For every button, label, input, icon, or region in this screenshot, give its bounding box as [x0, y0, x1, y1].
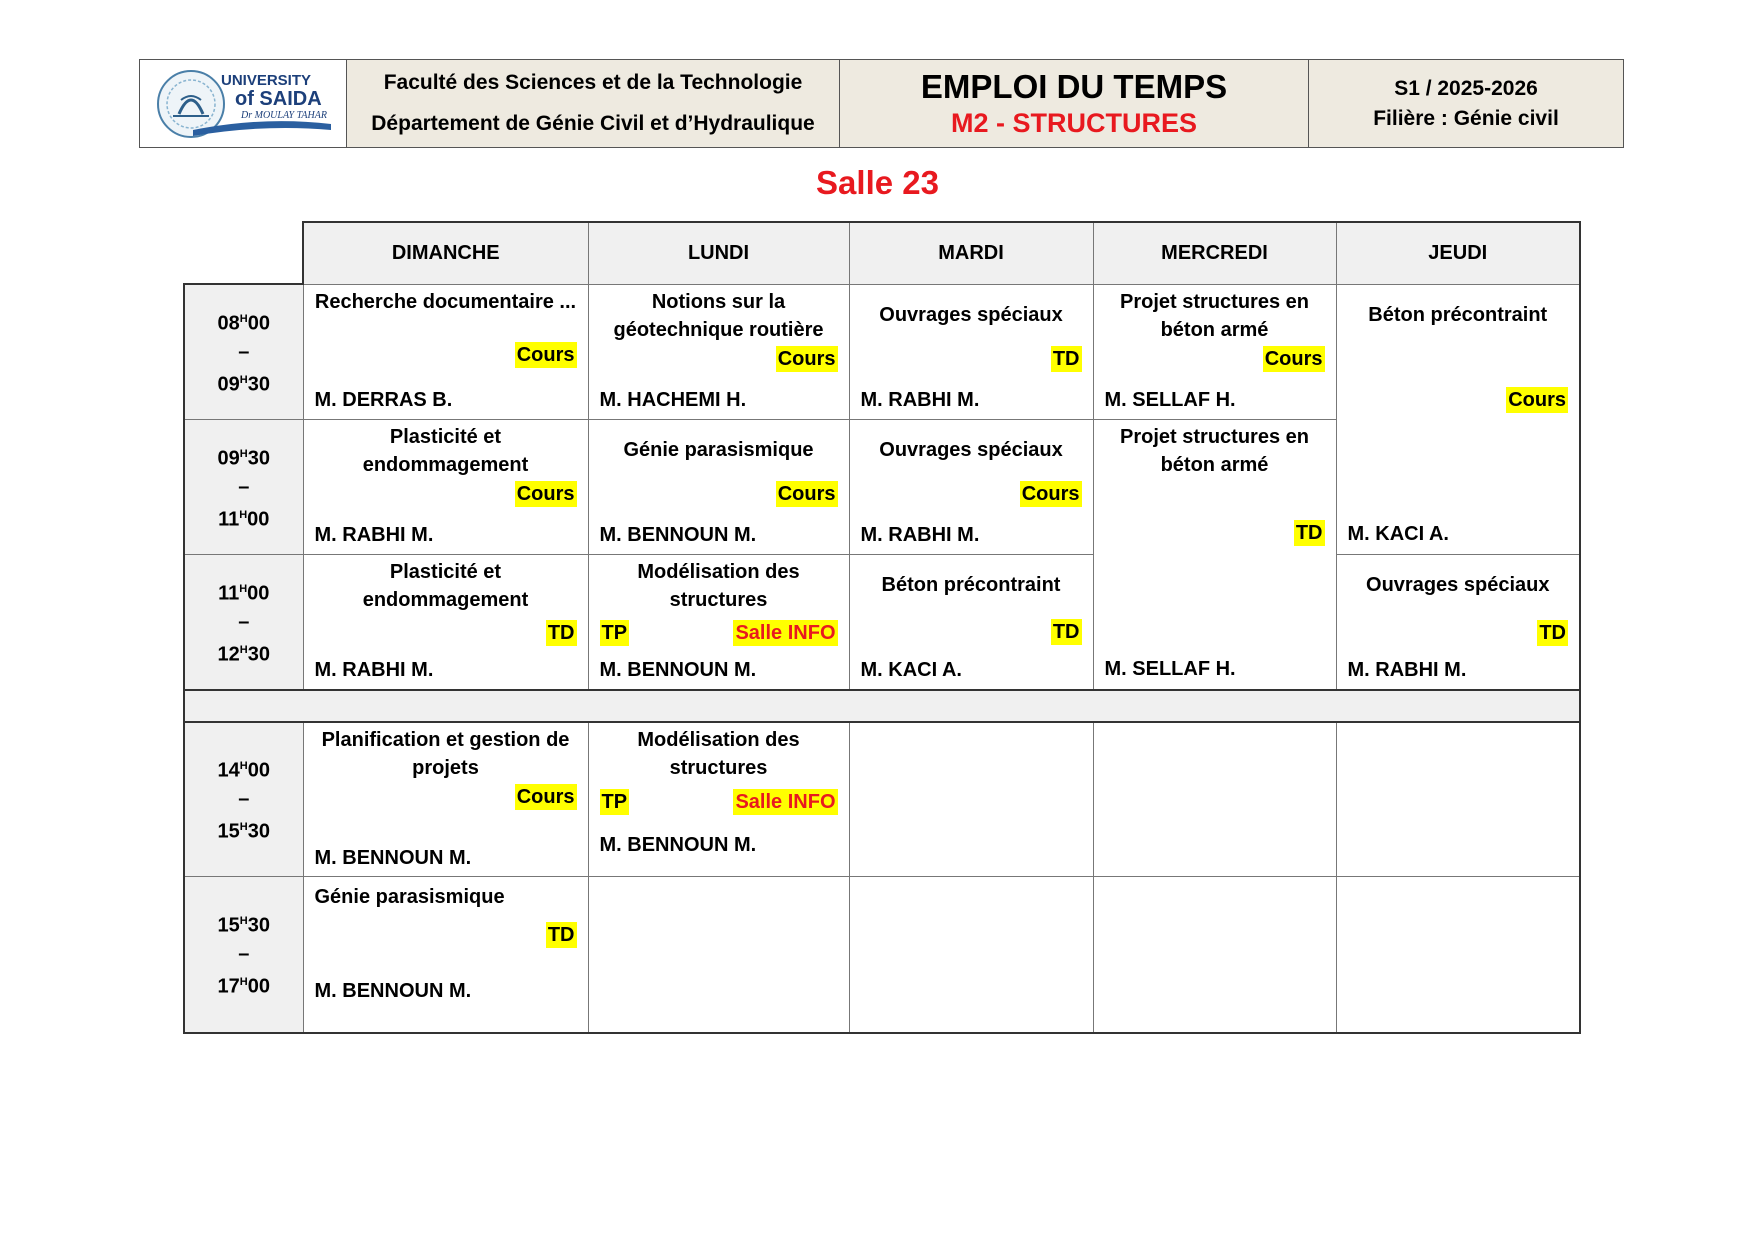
course-title: Notions sur la géotechnique routière: [613, 290, 824, 341]
session-type-badge: Cours: [516, 482, 575, 505]
empty-cell[interactable]: [849, 876, 1093, 1033]
teacher-name: M. BENNOUN M.: [314, 979, 472, 1002]
teacher-name: M. BENNOUN M.: [599, 658, 757, 681]
teacher-name: M. RABHI M.: [860, 388, 980, 411]
empty-cell[interactable]: [588, 876, 849, 1033]
room-badge: Salle INFO: [735, 621, 836, 644]
teacher-name: M. HACHEMI H.: [599, 388, 747, 411]
department-name: Département de Génie Civil et d’Hydraulique: [371, 112, 815, 135]
session-cell[interactable]: [1336, 554, 1580, 690]
session-type-badge: TD: [547, 923, 575, 946]
title-block: [840, 60, 1309, 147]
session-cell[interactable]: [303, 876, 588, 1033]
course-title: Ouvrages spéciaux: [1366, 573, 1550, 596]
course-title: Ouvrages spéciaux: [879, 303, 1063, 326]
session-type-badge: Cours: [1021, 482, 1080, 505]
session-type-badge: TP: [601, 790, 628, 813]
timetable: [183, 221, 1581, 1034]
session-cell[interactable]: [588, 722, 849, 877]
university-logo: [140, 60, 347, 147]
lunch-break-row: [184, 690, 1580, 722]
course-title: Planification et gestion de projets: [321, 728, 570, 779]
empty-cell[interactable]: [1093, 722, 1336, 877]
svg-text:UNIVERSITY: UNIVERSITY: [221, 71, 312, 89]
session-type-badge: Cours: [516, 343, 575, 366]
header-band: [139, 59, 1624, 148]
teacher-name: M. BENNOUN M.: [599, 833, 757, 856]
university-logo-icon: [153, 64, 333, 144]
course-title: Modélisation des structures: [637, 728, 800, 779]
teacher-name: M. RABHI M.: [314, 658, 434, 681]
program-subtitle: M2 - STRUCTURES: [950, 108, 1197, 138]
empty-cell[interactable]: [1093, 876, 1336, 1033]
teacher-name: M. RABHI M.: [314, 523, 434, 546]
session-cell[interactable]: [849, 284, 1093, 419]
teacher-name: M. DERRAS B.: [314, 388, 453, 411]
teacher-name: M. RABHI M.: [1347, 658, 1467, 681]
time-slot: $14^H00$ – $15^H30$: [184, 722, 303, 877]
slot-row: [184, 554, 1580, 690]
session-type-badge: Cours: [516, 785, 575, 808]
teacher-name: M. SELLAF H.: [1104, 388, 1236, 411]
course-title: Génie parasismique: [314, 885, 505, 908]
session-cell[interactable]: [1093, 419, 1336, 690]
teacher-name: M. RABHI M.: [860, 523, 980, 546]
time-slot: $08^H00$ – $09^H30$: [184, 284, 303, 419]
slot-row: [184, 284, 1580, 419]
day-header: MERCREDI: [1093, 222, 1336, 284]
time-slot: $15^H30$ – $17^H00$: [184, 876, 303, 1033]
session-type-badge: TD: [1539, 621, 1566, 644]
session-cell[interactable]: [588, 284, 849, 419]
course-title: Projet structures en béton armé: [1120, 425, 1309, 476]
page-title: EMPLOI DU TEMPS: [920, 68, 1228, 105]
semester-label: S1 / 2025-2026: [1394, 76, 1538, 100]
course-title: Génie parasismique: [623, 438, 814, 461]
day-header-row: [184, 222, 1580, 284]
empty-cell[interactable]: [1336, 876, 1580, 1033]
session-type-badge: TD: [1052, 347, 1080, 370]
day-header: JEUDI: [1336, 222, 1580, 284]
session-type-badge: Cours: [777, 482, 836, 505]
faculty-block: [347, 60, 840, 147]
session-cell[interactable]: [1093, 284, 1336, 419]
teacher-name: M. KACI A.: [860, 658, 962, 681]
session-type-badge: TP: [601, 621, 628, 644]
day-header: MARDI: [849, 222, 1093, 284]
corner-cell: [184, 222, 303, 284]
faculty-name: Faculté des Sciences et de la Technologie: [383, 71, 803, 94]
session-type-badge: TD: [1295, 521, 1323, 544]
slot-row: [184, 876, 1580, 1033]
teacher-name: M. BENNOUN M.: [314, 846, 472, 869]
course-title: Ouvrages spéciaux: [879, 438, 1063, 461]
lunch-break: [184, 690, 1580, 722]
day-header: LUNDI: [588, 222, 849, 284]
room-badge: Salle INFO: [735, 790, 836, 813]
session-cell[interactable]: [588, 419, 849, 554]
room-title: Salle 23: [816, 164, 939, 201]
time-slot: $11^H00$ – $12^H30$: [184, 554, 303, 690]
filiere-label: Filière : Génie civil: [1373, 106, 1559, 130]
course-title: Recherche documentaire ...: [314, 290, 577, 313]
course-title: Modélisation des structures: [637, 560, 800, 611]
session-type-badge: Cours: [1264, 347, 1323, 370]
semester-block: [1309, 60, 1623, 147]
time-slot: $09^H30$ – $11^H00$: [184, 419, 303, 554]
session-cell[interactable]: [849, 419, 1093, 554]
session-type-badge: Cours: [777, 347, 836, 370]
empty-cell[interactable]: [1336, 722, 1580, 877]
session-cell[interactable]: [303, 419, 588, 554]
session-type-badge: TD: [547, 621, 575, 644]
session-type-badge: Cours: [1508, 388, 1566, 411]
session-cell[interactable]: [588, 554, 849, 690]
course-title: Béton précontraint: [1368, 303, 1548, 326]
session-cell[interactable]: [849, 554, 1093, 690]
session-cell[interactable]: [303, 284, 588, 419]
svg-text:Dr MOULAY TAHAR: Dr MOULAY TAHAR: [241, 109, 327, 121]
teacher-name: M. BENNOUN M.: [599, 523, 757, 546]
session-type-badge: TD: [1052, 620, 1080, 643]
day-header: DIMANCHE: [303, 222, 588, 284]
teacher-name: M. SELLAF H.: [1104, 657, 1236, 680]
course-title: Projet structures en béton armé: [1120, 290, 1309, 341]
session-cell[interactable]: [1336, 284, 1580, 554]
empty-cell[interactable]: [849, 722, 1093, 877]
course-title: Plasticité et endommagement: [362, 560, 529, 611]
teacher-name: M. KACI A.: [1347, 522, 1449, 545]
slot-row: [184, 722, 1580, 877]
course-title: Béton précontraint: [881, 573, 1061, 596]
svg-text:of SAIDA: of SAIDA: [235, 87, 322, 110]
course-title: Plasticité et endommagement: [362, 425, 529, 476]
session-cell[interactable]: [303, 722, 588, 877]
session-cell[interactable]: [303, 554, 588, 690]
